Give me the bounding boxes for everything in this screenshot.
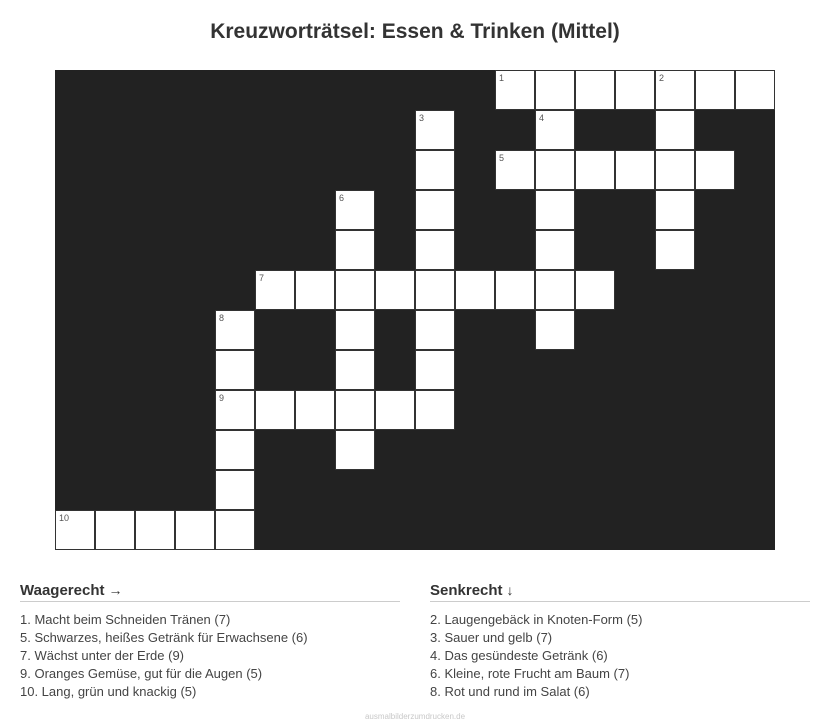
grid-cell[interactable] [95,510,135,550]
down-clue: 6. Kleine, rote Frucht am Baum (7) [430,666,630,681]
grid-cell[interactable] [255,270,295,310]
across-clue: 10. Lang, grün und knackig (5) [20,684,197,699]
crossword-grid [55,70,775,550]
grid-cell[interactable] [535,110,575,150]
grid-cell[interactable] [575,70,615,110]
clue-number: 6 [339,193,345,203]
grid-cell[interactable] [415,190,455,230]
grid-cell[interactable] [655,150,695,190]
grid-cell[interactable] [215,510,255,550]
grid-cell[interactable] [415,230,455,270]
grid-cell[interactable] [215,390,255,430]
grid-cell[interactable] [455,270,495,310]
grid-cell[interactable] [335,310,375,350]
down-clue: 4. Das gesündeste Getränk (6) [430,648,608,663]
clue-number: 1 [499,73,505,83]
down-heading: Senkrecht [430,582,503,599]
clue-number: 3 [419,113,425,123]
grid-cell[interactable] [255,390,295,430]
grid-cell[interactable] [335,350,375,390]
grid-cell[interactable] [575,270,615,310]
grid-cell[interactable] [215,430,255,470]
grid-cell[interactable] [655,110,695,150]
grid-cell[interactable] [295,270,335,310]
down-clue: 8. Rot und rund im Salat (6) [430,684,590,699]
grid-cell[interactable] [415,310,455,350]
watermark: ausmalbilderzumdrucken.de [364,712,466,721]
clue-number: 4 [539,113,545,123]
grid-cell[interactable] [535,310,575,350]
grid-cell[interactable] [535,190,575,230]
grid-cell[interactable] [335,390,375,430]
grid-cell[interactable] [415,350,455,390]
clue-number: 5 [499,153,505,163]
grid-cell[interactable] [335,190,375,230]
clue-number: 8 [219,313,225,323]
grid-cell[interactable] [415,150,455,190]
grid-cell[interactable] [575,150,615,190]
grid-cell[interactable] [415,270,455,310]
grid-cell[interactable] [55,510,95,550]
page-title: Kreuzworträtsel: Essen & Trinken (Mittel) [210,20,620,43]
grid-cell[interactable] [495,150,535,190]
grid-cell[interactable] [215,310,255,350]
grid-cell[interactable] [215,350,255,390]
grid-cell[interactable] [415,390,455,430]
across-clue: 1. Macht beim Schneiden Tränen (7) [20,612,231,627]
down-clue: 2. Laugengebäck in Knoten-Form (5) [430,612,643,627]
grid-cell[interactable] [295,390,335,430]
grid-cell[interactable] [615,70,655,110]
down-heading-row [430,582,810,602]
across-clues-section [20,582,400,701]
grid-cell[interactable] [535,230,575,270]
grid-cell[interactable] [615,150,655,190]
grid-cell[interactable] [495,70,535,110]
right-arrow-icon: → [108,582,123,598]
clue-number: 2 [659,73,665,83]
grid-cell[interactable] [175,510,215,550]
grid-cell[interactable] [375,270,415,310]
clue-number: 7 [259,273,265,283]
grid-cell[interactable] [335,230,375,270]
clue-number: 9 [219,393,225,403]
grid-cell[interactable] [535,270,575,310]
grid-cell[interactable] [135,510,175,550]
across-clue: 7. Wächst unter der Erde (9) [20,648,185,663]
grid-cell[interactable] [535,150,575,190]
grid-cell[interactable] [695,70,735,110]
down-clues-section [430,582,810,701]
across-heading-row [20,582,400,602]
grid-cell[interactable] [335,430,375,470]
grid-cell[interactable] [655,230,695,270]
grid-cell[interactable] [375,390,415,430]
grid-cell[interactable] [415,110,455,150]
across-clue: 9. Oranges Gemüse, gut für die Augen (5) [20,666,263,681]
grid-cell[interactable] [735,70,775,110]
grid-cell[interactable] [655,70,695,110]
grid-cell[interactable] [335,270,375,310]
grid-cell[interactable] [535,70,575,110]
grid-cell[interactable] [215,470,255,510]
grid-cell[interactable] [495,270,535,310]
down-arrow-icon: ↓ [506,582,514,598]
grid-cell[interactable] [655,190,695,230]
grid-cell[interactable] [695,150,735,190]
clue-number: 10 [59,513,70,523]
across-heading: Waagerecht [20,582,105,599]
down-clue: 3. Sauer und gelb (7) [430,630,553,645]
across-clue: 5. Schwarzes, heißes Getränk für Erwachsene (6) [20,630,308,645]
